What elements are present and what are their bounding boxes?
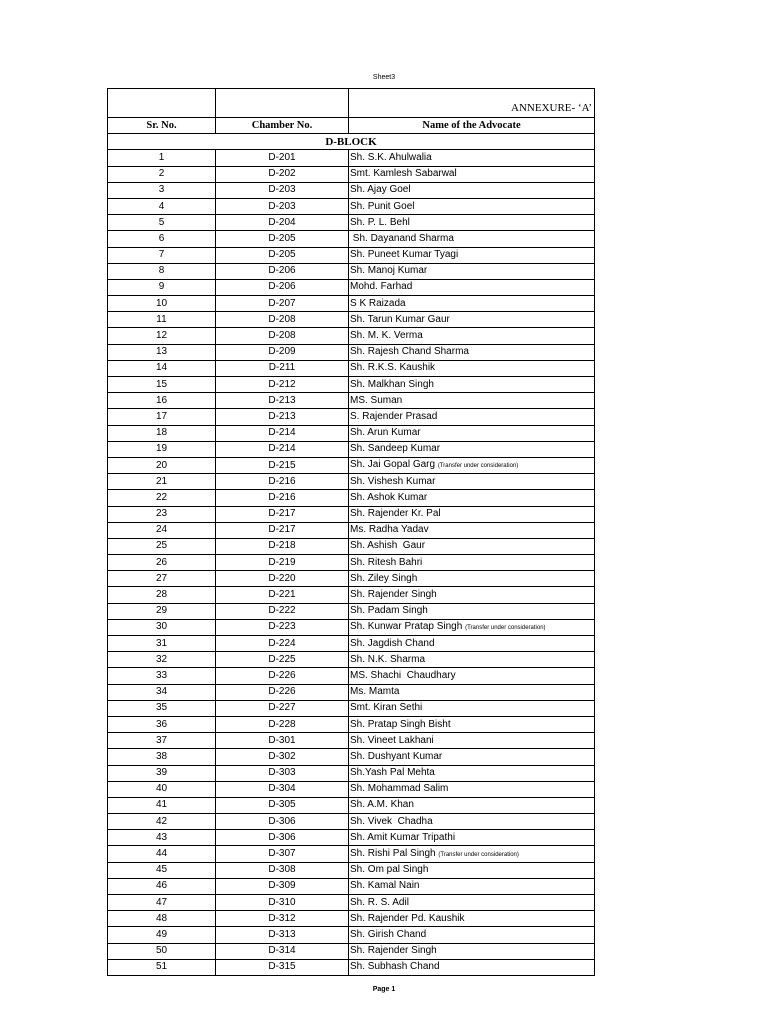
table-row [108, 814, 595, 830]
row-advocate-name [349, 830, 595, 846]
row-advocate-name [349, 652, 595, 668]
table-row [108, 619, 595, 635]
row-chamber-no: D-310 [216, 895, 349, 911]
table-row [108, 279, 595, 295]
row-advocate-name [349, 490, 595, 506]
row-advocate-name [349, 571, 595, 587]
row-advocate-name [349, 409, 595, 425]
row-sr-no: 24 [108, 522, 216, 538]
header-sr-no: Sr. No. [108, 118, 216, 134]
table-row [108, 166, 595, 182]
row-chamber-no: D-309 [216, 878, 349, 894]
table-row [108, 441, 595, 457]
row-advocate-name [349, 312, 595, 328]
row-advocate-name [349, 684, 595, 700]
row-sr-no: 30 [108, 619, 216, 635]
row-advocate-name [349, 150, 595, 166]
advocate-name-text: Sh. A.M. Khan [350, 799, 414, 811]
row-chamber-no: D-208 [216, 328, 349, 344]
row-sr-no: 38 [108, 749, 216, 765]
row-advocate-name [349, 846, 595, 862]
row-advocate-name [349, 733, 595, 749]
row-chamber-no: D-213 [216, 393, 349, 409]
row-chamber-no: D-313 [216, 927, 349, 943]
row-chamber-no: D-219 [216, 555, 349, 571]
row-sr-no: 33 [108, 668, 216, 684]
advocate-name-text: Sh. Ashok Kumar [350, 491, 428, 503]
advocate-name-text: Sh. Dushyant Kumar [350, 750, 443, 762]
row-sr-no: 8 [108, 263, 216, 279]
row-sr-no: 35 [108, 700, 216, 716]
row-sr-no: 45 [108, 862, 216, 878]
page-number: Page 1 [372, 986, 396, 993]
table-row [108, 328, 595, 344]
annexure-row [108, 89, 595, 118]
row-sr-no: 3 [108, 182, 216, 198]
row-advocate-name [349, 781, 595, 797]
advocate-name-text: Sh. Arun Kumar [350, 427, 421, 439]
row-sr-no: 43 [108, 830, 216, 846]
row-sr-no: 4 [108, 198, 216, 214]
row-chamber-no: D-213 [216, 409, 349, 425]
row-advocate-name [349, 619, 595, 635]
row-chamber-no: D-306 [216, 814, 349, 830]
row-advocate-name [349, 765, 595, 781]
row-sr-no: 15 [108, 377, 216, 393]
row-chamber-no: D-203 [216, 182, 349, 198]
advocate-name-text: Sh. M. K. Verma [350, 330, 423, 342]
table-row [108, 457, 595, 473]
table-row [108, 781, 595, 797]
advocate-name-text: Sh. Subhash Chand [350, 961, 440, 973]
advocate-name-text: Sh. Jagdish Chand [350, 637, 435, 649]
advocate-name-text: Sh. Manoj Kumar [350, 265, 428, 277]
row-sr-no: 46 [108, 878, 216, 894]
table-row [108, 927, 595, 943]
row-sr-no: 50 [108, 943, 216, 959]
table-row [108, 344, 595, 360]
row-advocate-name [349, 862, 595, 878]
table-row [108, 425, 595, 441]
advocate-name-text: S. Rajender Prasad [350, 410, 438, 422]
advocate-name-text: Sh. Vineet Lakhani [350, 734, 434, 746]
row-advocate-name [349, 377, 595, 393]
transfer-note: (Transfer under consideration) [437, 463, 519, 470]
row-chamber-no: D-227 [216, 700, 349, 716]
row-advocate-name [349, 668, 595, 684]
row-chamber-no: D-226 [216, 684, 349, 700]
row-sr-no: 42 [108, 814, 216, 830]
row-sr-no: 7 [108, 247, 216, 263]
table-row [108, 506, 595, 522]
empty-cell [108, 89, 216, 118]
transfer-note: (Transfer under consideration) [465, 624, 546, 631]
advocate-name-text: Sh. Rajesh Chand Sharma [350, 346, 469, 358]
table-row [108, 409, 595, 425]
row-chamber-no: D-206 [216, 263, 349, 279]
table-row [108, 198, 595, 214]
table-row [108, 716, 595, 732]
advocate-name-text: Smt. Kamlesh Sabarwal [350, 168, 457, 180]
row-chamber-no: D-221 [216, 587, 349, 603]
advocate-name-text: Sh. Vivek Chadha [350, 815, 433, 827]
row-sr-no: 49 [108, 927, 216, 943]
table-row [108, 312, 595, 328]
row-advocate-name [349, 506, 595, 522]
row-advocate-name [349, 344, 595, 360]
row-chamber-no: D-302 [216, 749, 349, 765]
row-chamber-no: D-312 [216, 911, 349, 927]
advocate-name-text: Sh. Rajender Kr. Pal [350, 508, 441, 520]
row-chamber-no: D-308 [216, 862, 349, 878]
table-row [108, 862, 595, 878]
table-row [108, 263, 595, 279]
row-sr-no: 28 [108, 587, 216, 603]
table-row [108, 522, 595, 538]
row-chamber-no: D-206 [216, 279, 349, 295]
advocate-name-text: Sh. Ritesh Bahri [350, 556, 423, 568]
row-sr-no: 10 [108, 296, 216, 312]
advocate-name-text: Sh. Puneet Kumar Tyagi [350, 249, 459, 261]
row-sr-no: 20 [108, 457, 216, 473]
advocate-name-text: Sh. N.K. Sharma [350, 653, 426, 665]
row-advocate-name [349, 911, 595, 927]
row-chamber-no: D-202 [216, 166, 349, 182]
row-advocate-name [349, 959, 595, 975]
block-label: D-BLOCK [108, 134, 595, 150]
table-row [108, 555, 595, 571]
row-sr-no: 16 [108, 393, 216, 409]
row-chamber-no: D-225 [216, 652, 349, 668]
table-row [108, 474, 595, 490]
row-advocate-name [349, 555, 595, 571]
row-sr-no: 11 [108, 312, 216, 328]
transfer-note: (Transfer under consideration) [438, 851, 519, 858]
table-row [108, 749, 595, 765]
row-chamber-no: D-212 [216, 377, 349, 393]
row-advocate-name [349, 587, 595, 603]
table-row [108, 377, 595, 393]
row-sr-no: 25 [108, 538, 216, 554]
row-sr-no: 41 [108, 797, 216, 813]
row-advocate-name [349, 522, 595, 538]
advocate-name-text: Sh. P. L. Behl [350, 216, 410, 228]
row-chamber-no: D-216 [216, 490, 349, 506]
row-sr-no: 44 [108, 846, 216, 862]
row-advocate-name [349, 636, 595, 652]
table-row [108, 911, 595, 927]
row-advocate-name [349, 215, 595, 231]
advocate-name-text: Sh. Rajender Pd. Kaushik [350, 912, 465, 924]
row-chamber-no: D-222 [216, 603, 349, 619]
row-advocate-name [349, 474, 595, 490]
row-sr-no: 6 [108, 231, 216, 247]
row-chamber-no: D-223 [216, 619, 349, 635]
row-advocate-name [349, 538, 595, 554]
row-chamber-no: D-205 [216, 231, 349, 247]
row-advocate-name [349, 457, 595, 473]
row-chamber-no: D-201 [216, 150, 349, 166]
advocate-name-text: Sh. Rishi Pal Singh [350, 847, 439, 859]
table-row [108, 603, 595, 619]
row-chamber-no: D-301 [216, 733, 349, 749]
row-sr-no: 23 [108, 506, 216, 522]
row-sr-no: 47 [108, 895, 216, 911]
table-row [108, 830, 595, 846]
table-row [108, 765, 595, 781]
row-chamber-no: D-224 [216, 636, 349, 652]
row-sr-no: 26 [108, 555, 216, 571]
row-sr-no: 36 [108, 716, 216, 732]
row-sr-no: 18 [108, 425, 216, 441]
row-chamber-no: D-203 [216, 198, 349, 214]
row-chamber-no: D-218 [216, 538, 349, 554]
row-chamber-no: D-226 [216, 668, 349, 684]
row-advocate-name [349, 296, 595, 312]
row-advocate-name [349, 441, 595, 457]
advocate-name-text: Sh. Tarun Kumar Gaur [350, 313, 450, 325]
table-row [108, 150, 595, 166]
row-chamber-no: D-205 [216, 247, 349, 263]
advocate-name-text: Sh. Kunwar Pratap Singh [350, 620, 466, 632]
table-row [108, 393, 595, 409]
row-sr-no: 5 [108, 215, 216, 231]
table-row [108, 636, 595, 652]
row-chamber-no: D-228 [216, 716, 349, 732]
row-sr-no: 22 [108, 490, 216, 506]
row-advocate-name [349, 797, 595, 813]
row-sr-no: 12 [108, 328, 216, 344]
table-row [108, 182, 595, 198]
advocate-name-text: Sh. Girish Chand [350, 928, 427, 940]
row-advocate-name [349, 700, 595, 716]
row-chamber-no: D-306 [216, 830, 349, 846]
advocate-name-text: Sh. Amit Kumar Tripathi [350, 831, 456, 843]
header-chamber-no: Chamber No. [216, 118, 349, 134]
table-row [108, 700, 595, 716]
row-sr-no: 29 [108, 603, 216, 619]
row-chamber-no: D-211 [216, 360, 349, 376]
row-chamber-no: D-214 [216, 441, 349, 457]
row-sr-no: 17 [108, 409, 216, 425]
advocate-name-text: Sh. Mohammad Salim [350, 783, 449, 795]
row-chamber-no: D-217 [216, 522, 349, 538]
advocate-name-text: Sh. R.K.S. Kaushik [350, 362, 436, 374]
advocate-name-text: Sh. Dayanand Sharma [350, 232, 454, 244]
advocate-name-text: Ms. Mamta [350, 686, 400, 698]
advocate-name-text: Sh. Rajender Singh [350, 589, 437, 601]
advocate-name-text: Sh. Pratap Singh Bisht [350, 718, 451, 730]
row-advocate-name [349, 393, 595, 409]
advocate-name-text: Sh. Jai Gopal Garg [350, 459, 438, 471]
row-advocate-name [349, 166, 595, 182]
sheet-name: Sheet3 [372, 74, 396, 81]
advocate-name-text: Sh.Yash Pal Mehta [350, 767, 435, 779]
row-chamber-no: D-307 [216, 846, 349, 862]
row-advocate-name [349, 895, 595, 911]
row-chamber-no: D-220 [216, 571, 349, 587]
row-sr-no: 13 [108, 344, 216, 360]
row-advocate-name [349, 279, 595, 295]
row-sr-no: 9 [108, 279, 216, 295]
row-chamber-no: D-207 [216, 296, 349, 312]
row-advocate-name [349, 716, 595, 732]
row-chamber-no: D-209 [216, 344, 349, 360]
advocate-name-text: Sh. Ashish Gaur [350, 540, 426, 552]
table-row [108, 215, 595, 231]
advocate-name-text: Sh. Om pal Singh [350, 864, 429, 876]
row-chamber-no: D-315 [216, 959, 349, 975]
row-sr-no: 27 [108, 571, 216, 587]
row-sr-no: 2 [108, 166, 216, 182]
row-advocate-name [349, 814, 595, 830]
row-advocate-name [349, 360, 595, 376]
advocate-name-text: Sh. Punit Goel [350, 200, 415, 212]
advocate-name-text: Sh. Sandeep Kumar [350, 443, 441, 455]
row-sr-no: 19 [108, 441, 216, 457]
empty-cell [216, 89, 349, 118]
row-sr-no: 14 [108, 360, 216, 376]
row-advocate-name [349, 182, 595, 198]
row-sr-no: 31 [108, 636, 216, 652]
row-sr-no: 37 [108, 733, 216, 749]
row-advocate-name [349, 749, 595, 765]
header-advocate-name: Name of the Advocate [349, 118, 595, 134]
advocate-name-text: Sh. Ziley Singh [350, 572, 418, 584]
table-row [108, 296, 595, 312]
table-row [108, 360, 595, 376]
row-chamber-no: D-208 [216, 312, 349, 328]
table-row [108, 538, 595, 554]
row-sr-no: 32 [108, 652, 216, 668]
row-advocate-name [349, 603, 595, 619]
advocate-name-text: Sh. Kamal Nain [350, 880, 420, 892]
advocate-name-text: MS. Shachi Chaudhary [350, 669, 456, 681]
row-advocate-name [349, 263, 595, 279]
advocate-name-text: Sh. Vishesh Kumar [350, 475, 436, 487]
row-chamber-no: D-217 [216, 506, 349, 522]
row-sr-no: 48 [108, 911, 216, 927]
advocate-name-text: MS. Suman [350, 394, 403, 406]
table-row [108, 231, 595, 247]
row-chamber-no: D-215 [216, 457, 349, 473]
advocate-name-text: S K Raizada [350, 297, 406, 309]
row-chamber-no: D-314 [216, 943, 349, 959]
row-advocate-name [349, 247, 595, 263]
advocate-name-text: Sh. Malkhan Singh [350, 378, 434, 390]
row-sr-no: 34 [108, 684, 216, 700]
advocate-name-text: Sh. S.K. Ahulwalia [350, 151, 432, 163]
table-row [108, 668, 595, 684]
row-chamber-no: D-304 [216, 781, 349, 797]
row-sr-no: 1 [108, 150, 216, 166]
table-row [108, 797, 595, 813]
table-row [108, 943, 595, 959]
table-row [108, 846, 595, 862]
advocate-table [107, 88, 595, 976]
row-advocate-name [349, 425, 595, 441]
table-row [108, 247, 595, 263]
row-sr-no: 21 [108, 474, 216, 490]
advocate-name-text: Sh. R. S. Adil [350, 896, 409, 908]
advocate-name-text: Sh. Padam Singh [350, 605, 428, 617]
row-advocate-name [349, 328, 595, 344]
row-advocate-name [349, 198, 595, 214]
row-chamber-no: D-305 [216, 797, 349, 813]
table-row [108, 587, 595, 603]
row-advocate-name [349, 927, 595, 943]
table-row [108, 733, 595, 749]
table-row [108, 959, 595, 975]
table-row [108, 878, 595, 894]
advocate-name-text: Smt. Kiran Sethi [350, 702, 423, 714]
row-advocate-name [349, 943, 595, 959]
advocate-name-text: Sh. Ajay Goel [350, 184, 411, 196]
header-row [108, 118, 595, 134]
table-row [108, 895, 595, 911]
table-row [108, 571, 595, 587]
row-chamber-no: D-216 [216, 474, 349, 490]
advocate-name-text: Ms. Radha Yadav [350, 524, 429, 536]
table-row [108, 684, 595, 700]
row-sr-no: 39 [108, 765, 216, 781]
row-chamber-no: D-204 [216, 215, 349, 231]
annexure-label: ANNEXURE- ‘A’ [349, 89, 595, 118]
row-advocate-name [349, 231, 595, 247]
row-advocate-name [349, 878, 595, 894]
row-chamber-no: D-214 [216, 425, 349, 441]
advocate-name-text: Mohd. Farhad [350, 281, 413, 293]
table-row [108, 652, 595, 668]
row-sr-no: 51 [108, 959, 216, 975]
row-sr-no: 40 [108, 781, 216, 797]
advocate-name-text: Sh. Rajender Singh [350, 945, 437, 957]
table-row [108, 490, 595, 506]
block-row [108, 134, 595, 150]
row-chamber-no: D-303 [216, 765, 349, 781]
